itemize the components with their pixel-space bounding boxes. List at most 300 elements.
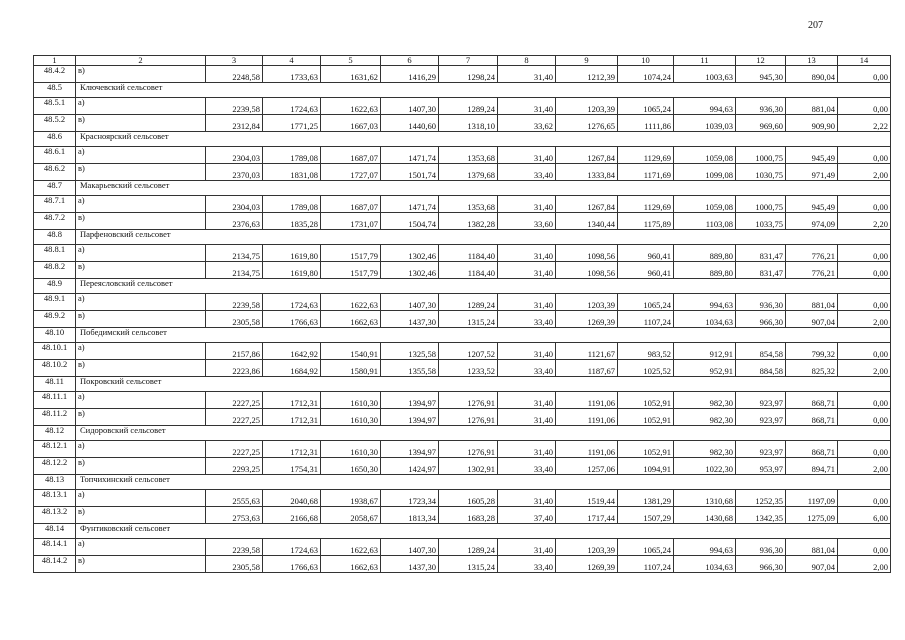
section-title: Покровский сельсовет xyxy=(76,377,891,392)
cell-col-12: 1000,75 xyxy=(736,196,786,213)
row-label: а) xyxy=(76,392,206,409)
row-code: 48.10.2 xyxy=(34,360,76,377)
table-row xyxy=(34,164,891,181)
cell-col-14: 0,00 xyxy=(838,245,891,262)
section-title: Красноярский сельсовет xyxy=(76,132,891,147)
cell-col-14: 6,00 xyxy=(838,507,891,524)
cell-col-4: 1771,25 xyxy=(263,115,321,132)
table-row xyxy=(34,441,891,458)
cell-col-11: 1003,63 xyxy=(674,66,736,83)
cell-col-5: 1727,07 xyxy=(321,164,381,181)
column-header-12: 12 xyxy=(736,56,786,66)
table-row xyxy=(34,556,891,573)
row-label: в) xyxy=(76,458,206,475)
cell-col-3: 2239,58 xyxy=(206,98,263,115)
cell-col-4: 1712,31 xyxy=(263,392,321,409)
cell-col-13: 776,21 xyxy=(786,262,838,279)
cell-col-3: 2304,03 xyxy=(206,147,263,164)
cell-col-14: 0,00 xyxy=(838,262,891,279)
cell-col-5: 2058,67 xyxy=(321,507,381,524)
row-code: 48.7.2 xyxy=(34,213,76,230)
table-row xyxy=(34,66,891,83)
cell-col-11: 1034,63 xyxy=(674,311,736,328)
table-row xyxy=(34,147,891,164)
cell-col-10: 1065,24 xyxy=(618,294,674,311)
cell-col-5: 1631,62 xyxy=(321,66,381,83)
cell-col-6: 1407,30 xyxy=(381,539,439,556)
cell-col-13: 868,71 xyxy=(786,441,838,458)
cell-col-11: 1034,63 xyxy=(674,556,736,573)
row-label: а) xyxy=(76,539,206,556)
cell-col-3: 2248,58 xyxy=(206,66,263,83)
cell-col-8: 31,40 xyxy=(498,66,556,83)
row-label: а) xyxy=(76,343,206,360)
cell-col-13: 909,90 xyxy=(786,115,838,132)
cell-col-4: 2040,68 xyxy=(263,490,321,507)
cell-col-11: 1022,30 xyxy=(674,458,736,475)
section-code: 48.6 xyxy=(34,132,76,147)
cell-col-14: 2,00 xyxy=(838,360,891,377)
row-code: 48.8.2 xyxy=(34,262,76,279)
cell-col-7: 1276,91 xyxy=(439,392,498,409)
section-title: Ключевский сельсовет xyxy=(76,83,891,98)
cell-col-9: 1333,84 xyxy=(556,164,618,181)
row-code: 48.10.1 xyxy=(34,343,76,360)
section-row xyxy=(34,426,891,441)
row-label: а) xyxy=(76,147,206,164)
table-row xyxy=(34,98,891,115)
cell-col-5: 1610,30 xyxy=(321,392,381,409)
cell-col-7: 1207,52 xyxy=(439,343,498,360)
cell-col-7: 1276,91 xyxy=(439,409,498,426)
row-code: 48.6.1 xyxy=(34,147,76,164)
cell-col-10: 1065,24 xyxy=(618,539,674,556)
cell-col-10: 1094,91 xyxy=(618,458,674,475)
cell-col-11: 912,91 xyxy=(674,343,736,360)
cell-col-4: 1642,92 xyxy=(263,343,321,360)
section-code: 48.11 xyxy=(34,377,76,392)
cell-col-12: 966,30 xyxy=(736,311,786,328)
cell-col-5: 1687,07 xyxy=(321,147,381,164)
cell-col-8: 31,40 xyxy=(498,539,556,556)
cell-col-11: 1059,08 xyxy=(674,196,736,213)
cell-col-4: 1684,92 xyxy=(263,360,321,377)
section-code: 48.14 xyxy=(34,524,76,539)
cell-col-3: 2753,63 xyxy=(206,507,263,524)
cell-col-6: 1355,58 xyxy=(381,360,439,377)
row-code: 48.9.2 xyxy=(34,311,76,328)
cell-col-13: 971,49 xyxy=(786,164,838,181)
cell-col-8: 31,40 xyxy=(498,147,556,164)
table-row xyxy=(34,458,891,475)
cell-col-3: 2223,86 xyxy=(206,360,263,377)
cell-col-5: 1938,67 xyxy=(321,490,381,507)
cell-col-11: 1430,68 xyxy=(674,507,736,524)
column-header-14: 14 xyxy=(838,56,891,66)
cell-col-9: 1519,44 xyxy=(556,490,618,507)
row-label: а) xyxy=(76,245,206,262)
row-label: в) xyxy=(76,213,206,230)
cell-col-3: 2134,75 xyxy=(206,262,263,279)
cell-col-9: 1191,06 xyxy=(556,409,618,426)
cell-col-10: 1129,69 xyxy=(618,147,674,164)
cell-col-14: 2,00 xyxy=(838,311,891,328)
table-row xyxy=(34,409,891,426)
cell-col-7: 1184,40 xyxy=(439,262,498,279)
cell-col-5: 1622,63 xyxy=(321,294,381,311)
table-row xyxy=(34,115,891,132)
cell-col-11: 889,80 xyxy=(674,262,736,279)
cell-col-10: 1175,89 xyxy=(618,213,674,230)
cell-col-5: 1731,07 xyxy=(321,213,381,230)
cell-col-9: 1267,84 xyxy=(556,196,618,213)
row-code: 48.5.2 xyxy=(34,115,76,132)
row-code: 48.12.1 xyxy=(34,441,76,458)
cell-col-7: 1302,91 xyxy=(439,458,498,475)
row-label: в) xyxy=(76,262,206,279)
cell-col-9: 1269,39 xyxy=(556,311,618,328)
cell-col-6: 1504,74 xyxy=(381,213,439,230)
cell-col-10: 1065,24 xyxy=(618,98,674,115)
cell-col-9: 1267,84 xyxy=(556,147,618,164)
row-label: в) xyxy=(76,409,206,426)
cell-col-6: 1407,30 xyxy=(381,98,439,115)
cell-col-8: 31,40 xyxy=(498,245,556,262)
row-code: 48.12.2 xyxy=(34,458,76,475)
cell-col-7: 1683,28 xyxy=(439,507,498,524)
cell-col-14: 2,20 xyxy=(838,213,891,230)
column-header-2: 2 xyxy=(76,56,206,66)
column-header-11: 11 xyxy=(674,56,736,66)
cell-col-3: 2239,58 xyxy=(206,539,263,556)
section-title: Фунтиковский сельсовет xyxy=(76,524,891,539)
page-number: 207 xyxy=(808,20,823,31)
cell-col-5: 1622,63 xyxy=(321,539,381,556)
cell-col-6: 1416,29 xyxy=(381,66,439,83)
cell-col-13: 945,49 xyxy=(786,147,838,164)
cell-col-4: 1766,63 xyxy=(263,311,321,328)
row-label: в) xyxy=(76,556,206,573)
cell-col-6: 1501,74 xyxy=(381,164,439,181)
cell-col-8: 33,40 xyxy=(498,458,556,475)
table-row xyxy=(34,311,891,328)
section-code: 48.10 xyxy=(34,328,76,343)
cell-col-6: 1302,46 xyxy=(381,262,439,279)
cell-col-12: 854,58 xyxy=(736,343,786,360)
table-row xyxy=(34,343,891,360)
row-code: 48.11.1 xyxy=(34,392,76,409)
cell-col-3: 2157,86 xyxy=(206,343,263,360)
cell-col-13: 799,32 xyxy=(786,343,838,360)
cell-col-5: 1610,30 xyxy=(321,409,381,426)
section-row xyxy=(34,328,891,343)
row-label: в) xyxy=(76,164,206,181)
cell-col-3: 2293,25 xyxy=(206,458,263,475)
cell-col-12: 969,60 xyxy=(736,115,786,132)
cell-col-3: 2312,84 xyxy=(206,115,263,132)
cell-col-6: 1440,60 xyxy=(381,115,439,132)
cell-col-6: 1407,30 xyxy=(381,294,439,311)
section-title: Макарьевский сельсовет xyxy=(76,181,891,196)
cell-col-3: 2370,03 xyxy=(206,164,263,181)
cell-col-5: 1687,07 xyxy=(321,196,381,213)
cell-col-12: 923,97 xyxy=(736,441,786,458)
cell-col-14: 0,00 xyxy=(838,441,891,458)
column-header-7: 7 xyxy=(439,56,498,66)
cell-col-7: 1233,52 xyxy=(439,360,498,377)
row-label: а) xyxy=(76,294,206,311)
table-row xyxy=(34,392,891,409)
row-code: 48.11.2 xyxy=(34,409,76,426)
column-header-5: 5 xyxy=(321,56,381,66)
cell-col-11: 982,30 xyxy=(674,409,736,426)
cell-col-10: 1107,24 xyxy=(618,311,674,328)
cell-col-12: 1030,75 xyxy=(736,164,786,181)
cell-col-7: 1184,40 xyxy=(439,245,498,262)
table-row xyxy=(34,360,891,377)
table-row xyxy=(34,262,891,279)
cell-col-14: 0,00 xyxy=(838,196,891,213)
table-row xyxy=(34,245,891,262)
cell-col-7: 1382,28 xyxy=(439,213,498,230)
column-header-8: 8 xyxy=(498,56,556,66)
cell-col-8: 31,40 xyxy=(498,441,556,458)
column-header-13: 13 xyxy=(786,56,838,66)
cell-col-7: 1379,68 xyxy=(439,164,498,181)
cell-col-6: 1723,34 xyxy=(381,490,439,507)
row-code: 48.14.2 xyxy=(34,556,76,573)
cell-col-10: 1052,91 xyxy=(618,392,674,409)
cell-col-9: 1191,06 xyxy=(556,441,618,458)
cell-col-14: 0,00 xyxy=(838,392,891,409)
cell-col-10: 1025,52 xyxy=(618,360,674,377)
cell-col-4: 2166,68 xyxy=(263,507,321,524)
section-row xyxy=(34,230,891,245)
cell-col-12: 1342,35 xyxy=(736,507,786,524)
row-label: в) xyxy=(76,115,206,132)
cell-col-14: 2,00 xyxy=(838,556,891,573)
cell-col-11: 1039,03 xyxy=(674,115,736,132)
cell-col-13: 868,71 xyxy=(786,409,838,426)
cell-col-7: 1289,24 xyxy=(439,98,498,115)
cell-col-4: 1835,28 xyxy=(263,213,321,230)
column-header-9: 9 xyxy=(556,56,618,66)
cell-col-4: 1831,08 xyxy=(263,164,321,181)
cell-col-11: 994,63 xyxy=(674,98,736,115)
cell-col-12: 1252,35 xyxy=(736,490,786,507)
cell-col-13: 881,04 xyxy=(786,98,838,115)
cell-col-14: 0,00 xyxy=(838,409,891,426)
cell-col-12: 953,97 xyxy=(736,458,786,475)
cell-col-4: 1789,08 xyxy=(263,196,321,213)
row-label: а) xyxy=(76,441,206,458)
cell-col-5: 1540,91 xyxy=(321,343,381,360)
section-title: Победимский сельсовет xyxy=(76,328,891,343)
cell-col-10: 960,41 xyxy=(618,262,674,279)
cell-col-3: 2227,25 xyxy=(206,392,263,409)
cell-col-14: 0,00 xyxy=(838,66,891,83)
cell-col-12: 831,47 xyxy=(736,262,786,279)
cell-col-11: 994,63 xyxy=(674,294,736,311)
cell-col-10: 960,41 xyxy=(618,245,674,262)
cell-col-12: 945,30 xyxy=(736,66,786,83)
cell-col-13: 1275,09 xyxy=(786,507,838,524)
cell-col-7: 1315,24 xyxy=(439,311,498,328)
row-label: а) xyxy=(76,98,206,115)
cell-col-7: 1315,24 xyxy=(439,556,498,573)
cell-col-11: 982,30 xyxy=(674,441,736,458)
cell-col-6: 1325,58 xyxy=(381,343,439,360)
column-header-1: 1 xyxy=(34,56,76,66)
cell-col-14: 0,00 xyxy=(838,490,891,507)
cell-col-12: 966,30 xyxy=(736,556,786,573)
cell-col-8: 31,40 xyxy=(498,98,556,115)
section-title: Топчихинский сельсовет xyxy=(76,475,891,490)
cell-col-13: 890,04 xyxy=(786,66,838,83)
cell-col-6: 1471,74 xyxy=(381,147,439,164)
cell-col-4: 1712,31 xyxy=(263,409,321,426)
cell-col-8: 33,62 xyxy=(498,115,556,132)
table-row xyxy=(34,213,891,230)
cell-col-12: 1000,75 xyxy=(736,147,786,164)
cell-col-10: 1111,86 xyxy=(618,115,674,132)
table-row xyxy=(34,196,891,213)
table-row xyxy=(34,507,891,524)
cell-col-13: 868,71 xyxy=(786,392,838,409)
cell-col-5: 1662,63 xyxy=(321,311,381,328)
cell-col-6: 1437,30 xyxy=(381,311,439,328)
cell-col-5: 1662,63 xyxy=(321,556,381,573)
section-row xyxy=(34,279,891,294)
cell-col-5: 1622,63 xyxy=(321,98,381,115)
cell-col-14: 2,00 xyxy=(838,458,891,475)
cell-col-4: 1789,08 xyxy=(263,147,321,164)
cell-col-7: 1605,28 xyxy=(439,490,498,507)
cell-col-3: 2134,75 xyxy=(206,245,263,262)
cell-col-12: 923,97 xyxy=(736,392,786,409)
cell-col-8: 33,40 xyxy=(498,556,556,573)
cell-col-11: 982,30 xyxy=(674,392,736,409)
cell-col-3: 2227,25 xyxy=(206,409,263,426)
cell-col-7: 1353,68 xyxy=(439,196,498,213)
cell-col-6: 1394,97 xyxy=(381,392,439,409)
cell-col-6: 1471,74 xyxy=(381,196,439,213)
cell-col-11: 994,63 xyxy=(674,539,736,556)
cell-col-5: 1610,30 xyxy=(321,441,381,458)
section-code: 48.9 xyxy=(34,279,76,294)
cell-col-3: 2227,25 xyxy=(206,441,263,458)
column-header-3: 3 xyxy=(206,56,263,66)
cell-col-6: 1424,97 xyxy=(381,458,439,475)
cell-col-4: 1724,63 xyxy=(263,98,321,115)
cell-col-9: 1098,56 xyxy=(556,262,618,279)
row-label: в) xyxy=(76,66,206,83)
cell-col-8: 33,60 xyxy=(498,213,556,230)
cell-col-3: 2555,63 xyxy=(206,490,263,507)
cell-col-9: 1269,39 xyxy=(556,556,618,573)
cell-col-4: 1619,80 xyxy=(263,245,321,262)
cell-col-4: 1754,31 xyxy=(263,458,321,475)
row-label: в) xyxy=(76,311,206,328)
cell-col-14: 0,00 xyxy=(838,98,891,115)
cell-col-5: 1667,03 xyxy=(321,115,381,132)
row-code: 48.8.1 xyxy=(34,245,76,262)
table-body xyxy=(34,66,891,573)
cell-col-4: 1724,63 xyxy=(263,294,321,311)
cell-col-8: 31,40 xyxy=(498,294,556,311)
row-label: в) xyxy=(76,507,206,524)
cell-col-3: 2239,58 xyxy=(206,294,263,311)
cell-col-10: 1381,29 xyxy=(618,490,674,507)
cell-col-7: 1318,10 xyxy=(439,115,498,132)
cell-col-4: 1619,80 xyxy=(263,262,321,279)
cell-col-8: 31,40 xyxy=(498,392,556,409)
cell-col-9: 1191,06 xyxy=(556,392,618,409)
cell-col-10: 1052,91 xyxy=(618,409,674,426)
cell-col-10: 1052,91 xyxy=(618,441,674,458)
section-title: Сидоровский сельсовет xyxy=(76,426,891,441)
cell-col-7: 1276,91 xyxy=(439,441,498,458)
cell-col-9: 1187,67 xyxy=(556,360,618,377)
row-code: 48.14.1 xyxy=(34,539,76,556)
row-code: 48.6.2 xyxy=(34,164,76,181)
cell-col-8: 31,40 xyxy=(498,343,556,360)
cell-col-9: 1121,67 xyxy=(556,343,618,360)
cell-col-6: 1437,30 xyxy=(381,556,439,573)
row-code: 48.4.2 xyxy=(34,66,76,83)
row-code: 48.5.1 xyxy=(34,98,76,115)
cell-col-7: 1289,24 xyxy=(439,294,498,311)
cell-col-11: 1099,08 xyxy=(674,164,736,181)
cell-col-10: 1107,24 xyxy=(618,556,674,573)
cell-col-14: 0,00 xyxy=(838,343,891,360)
cell-col-9: 1257,06 xyxy=(556,458,618,475)
cell-col-14: 0,00 xyxy=(838,539,891,556)
cell-col-12: 1033,75 xyxy=(736,213,786,230)
column-header-4: 4 xyxy=(263,56,321,66)
row-label: а) xyxy=(76,196,206,213)
table-row xyxy=(34,294,891,311)
cell-col-10: 1129,69 xyxy=(618,196,674,213)
cell-col-7: 1289,24 xyxy=(439,539,498,556)
table-row xyxy=(34,490,891,507)
cell-col-8: 31,40 xyxy=(498,490,556,507)
cell-col-14: 0,00 xyxy=(838,147,891,164)
cell-col-12: 923,97 xyxy=(736,409,786,426)
cell-col-9: 1717,44 xyxy=(556,507,618,524)
table-row xyxy=(34,539,891,556)
cell-col-12: 884,58 xyxy=(736,360,786,377)
cell-col-3: 2376,63 xyxy=(206,213,263,230)
section-code: 48.8 xyxy=(34,230,76,245)
cell-col-5: 1517,79 xyxy=(321,245,381,262)
cell-col-6: 1394,97 xyxy=(381,409,439,426)
cell-col-8: 31,40 xyxy=(498,196,556,213)
cell-col-14: 2,00 xyxy=(838,164,891,181)
cell-col-13: 907,04 xyxy=(786,556,838,573)
section-code: 48.5 xyxy=(34,83,76,98)
section-row xyxy=(34,475,891,490)
cell-col-10: 1507,29 xyxy=(618,507,674,524)
section-row xyxy=(34,377,891,392)
cell-col-12: 831,47 xyxy=(736,245,786,262)
section-row xyxy=(34,181,891,196)
cell-col-12: 936,30 xyxy=(736,98,786,115)
cell-col-5: 1650,30 xyxy=(321,458,381,475)
cell-col-8: 37,40 xyxy=(498,507,556,524)
section-code: 48.12 xyxy=(34,426,76,441)
cell-col-10: 1171,69 xyxy=(618,164,674,181)
